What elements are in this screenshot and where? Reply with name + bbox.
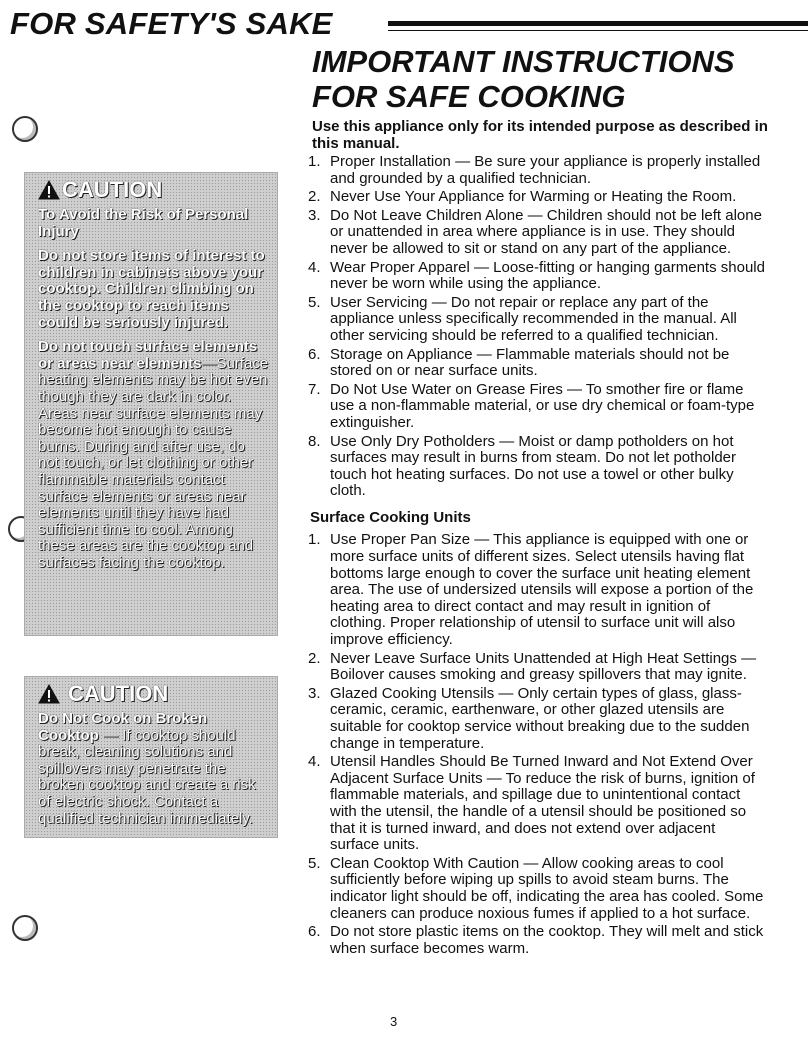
item-number: 4. bbox=[308, 753, 321, 771]
page-title-line-1: IMPORTANT INSTRUCTIONS bbox=[312, 44, 735, 79]
item-text: Clean Cooktop With Caution — Allow cooking areas to cool sufficiently before wiping up spills to avoid steam burns. The indicator light should be off, indicating the area has cooled. Some cleaners can produce noxious fumes if applied to a hot surface. bbox=[330, 854, 764, 922]
list-item bbox=[308, 382, 768, 432]
caution-surface-text bbox=[38, 339, 269, 571]
item-number: 5. bbox=[308, 854, 321, 872]
caution-label: CAUTION bbox=[68, 681, 169, 706]
caution-heading bbox=[38, 681, 269, 707]
section-title: FOR SAFETY'S SAKE bbox=[10, 6, 333, 41]
page-title-line-2: FOR SAFE COOKING bbox=[312, 79, 626, 114]
list-item bbox=[308, 347, 768, 380]
item-number: 3. bbox=[308, 206, 321, 224]
surface-units-list bbox=[308, 532, 768, 957]
header-rule-thin bbox=[388, 30, 808, 31]
general-instructions-list bbox=[308, 154, 768, 500]
page-number: 3 bbox=[390, 1014, 398, 1029]
item-text: Wear Proper Apparel — Loose-fitting or hanging garments should never be worn while using the appliance. bbox=[330, 258, 765, 293]
item-number: 2. bbox=[308, 649, 321, 667]
item-text: Do Not Use Water on Grease Fires — To smother fire or flame use a non-flammable material, or use dry chemical or foam-type extinguisher. bbox=[330, 380, 755, 431]
item-number: 3. bbox=[308, 684, 321, 702]
caution-broken-bold: Do Not Cook on Broken Cooktop bbox=[38, 710, 208, 744]
item-number: 4. bbox=[308, 258, 321, 276]
intro-text: Use this appliance only for its intended purpose as described in this manual. bbox=[312, 118, 768, 152]
caution-broken-rest: — If cooktop should break, cleaning solutions and spillovers may penetrate the broken cooktop and create a risk of electric shock. Contact a qualified technician immediately. bbox=[38, 726, 256, 827]
item-text: Glazed Cooking Utensils — Only certain types of glass, glass-ceramic, ceramic, earthenware, or other glazed utensils are suitable for cooktop service without breaking due to the sudden change in temperature. bbox=[330, 684, 750, 752]
list-item bbox=[308, 434, 768, 500]
list-item bbox=[308, 260, 768, 293]
item-text: Proper Installation — Be sure your appliance is properly installed and grounded by a qualified technician. bbox=[330, 153, 761, 187]
item-number: 2. bbox=[308, 188, 321, 206]
item-text: Utensil Handles Should Be Turned Inward and Not Extend Over Adjacent Surface Units — To reduce the risk of burns, ignition of flammable materials, and spillage due to unintentional contact with the utensil, the handle of a utensil should be positioned so that it is turned inward, and does not extend over adjacent surface units. bbox=[330, 753, 755, 854]
item-text: Never Leave Surface Units Unattended at High Heat Settings — Boilover causes smoking and greasy spillovers that may ignite. bbox=[330, 649, 757, 684]
list-item bbox=[308, 532, 768, 648]
item-text: Never Use Your Appliance for Warming or Heating the Room. bbox=[330, 188, 737, 206]
item-number: 1. bbox=[308, 153, 321, 170]
caution-box-broken-cooktop bbox=[24, 676, 278, 838]
item-text: Storage on Appliance — Flammable materials should not be stored on or near surface units. bbox=[330, 345, 730, 380]
header-rule bbox=[388, 21, 808, 26]
binder-hole-top bbox=[12, 116, 38, 142]
item-text: Do not store plastic items on the cooktop. They will melt and stick when surface becomes warm. bbox=[330, 923, 764, 957]
caution-surface-rest: —Surface heating elements may be hot even though they are dark in color. Areas near surface elements may become hot enough to cause burns. During and after use, do not touch, or let clothing or other flammable materials contact surface elements or areas near elements until they have had sufficient time to cool. Among these areas are the cooktop and surfaces facing the cooktop. bbox=[38, 354, 269, 571]
list-item bbox=[308, 651, 768, 684]
caution-children-text: Do not store items of interest to children in cabinets above your cooktop. Children climbing on the cooktop to reach items could be seriously injured. bbox=[38, 247, 265, 331]
list-item bbox=[308, 686, 768, 752]
list-item bbox=[308, 856, 768, 922]
caution-surface-bold: Do not touch surface elements or areas near elements bbox=[38, 338, 258, 372]
list-item bbox=[308, 754, 768, 854]
list-item bbox=[308, 924, 768, 957]
caution-heading bbox=[38, 177, 269, 203]
item-number: 6. bbox=[308, 923, 321, 941]
item-number: 8. bbox=[308, 432, 321, 450]
caution-subhead: To Avoid the Risk of Personal Injury bbox=[38, 206, 249, 240]
item-number: 1. bbox=[308, 531, 321, 549]
caution-broken-text bbox=[38, 711, 269, 827]
instructions-column bbox=[308, 154, 768, 959]
item-number: 6. bbox=[308, 345, 321, 363]
item-text: Do Not Leave Children Alone — Children should not be left alone or unattended in area where appliance is in use. They should never be allowed to sit or stand on any part of the appliance. bbox=[330, 206, 762, 257]
item-number: 7. bbox=[308, 380, 321, 398]
item-text: Use Only Dry Potholders — Moist or damp potholders on hot surfaces may result in burns from steam. Do not let potholder touch hot heating surfaces. Do not use a towel or other bulky cloth. bbox=[330, 432, 737, 500]
caution-box-personal-injury bbox=[24, 172, 278, 636]
surface-units-heading: Surface Cooking Units bbox=[310, 508, 471, 526]
binder-hole-bottom bbox=[12, 915, 38, 941]
caution-label: CAUTION bbox=[62, 177, 163, 202]
warning-triangle-icon bbox=[38, 180, 60, 200]
list-item bbox=[308, 295, 768, 345]
list-item bbox=[308, 208, 768, 258]
warning-triangle-icon bbox=[38, 684, 60, 704]
list-item bbox=[308, 189, 768, 206]
list-item bbox=[308, 154, 768, 187]
page-title bbox=[312, 44, 802, 114]
item-text: Use Proper Pan Size — This appliance is equipped with one or more surface units of different sizes. Select utensils having flat bottoms large enough to cover the surface unit heating element area. The use of undersized utensils will expose a portion of the heating area to direct contact and may result in ignition of clothing. Proper relationship of utensil to surface unit will also improve efficiency. bbox=[330, 531, 754, 649]
item-text: User Servicing — Do not repair or replace any part of the appliance unless specifically recommended in the manual. All other servicing should be referred to a qualified technician. bbox=[330, 293, 737, 344]
item-number: 5. bbox=[308, 293, 321, 311]
